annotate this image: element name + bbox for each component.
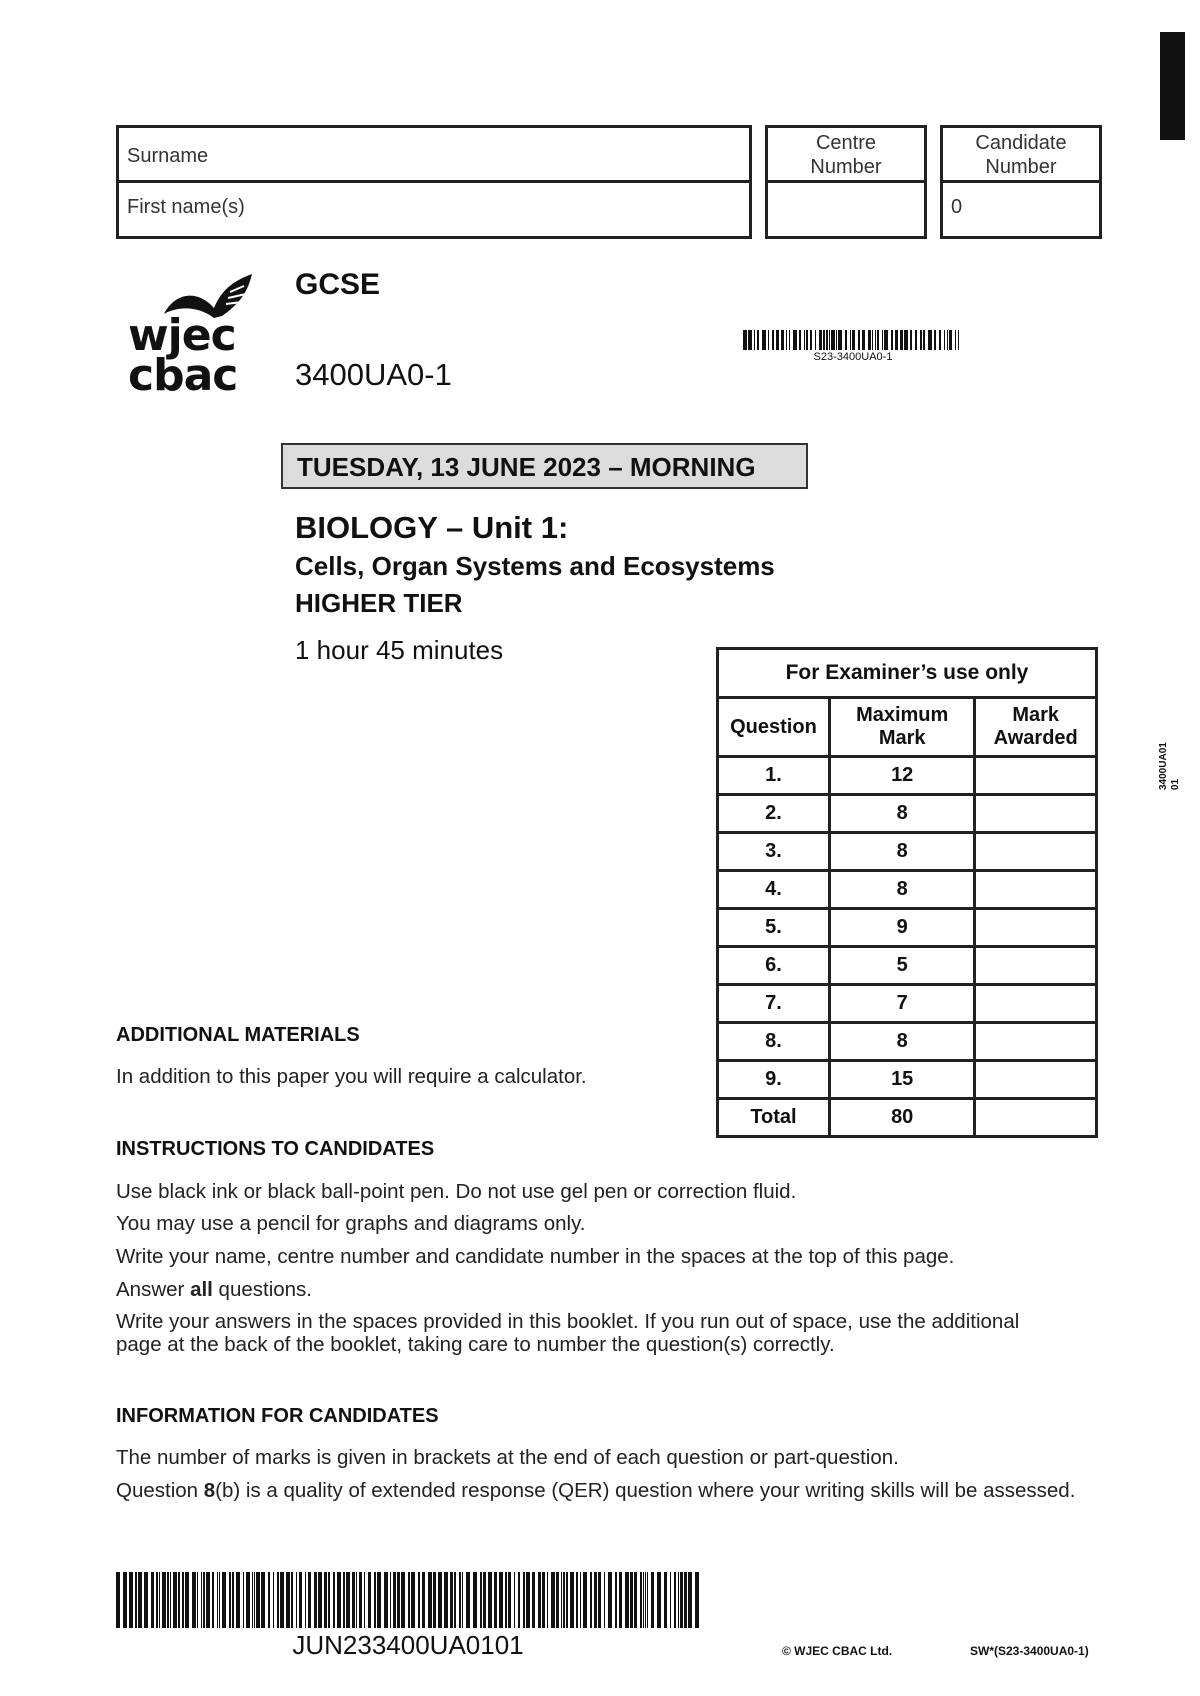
maximum-mark: 8	[829, 795, 975, 833]
side-code-line2: 01	[1170, 778, 1181, 790]
additional-materials-text: In addition to this paper you will require a calculator.	[116, 1065, 587, 1088]
mark-awarded-cell[interactable]	[975, 833, 1097, 871]
instruction-line	[116, 1278, 1076, 1301]
bottom-barcode	[116, 1572, 700, 1628]
table-row	[718, 1023, 1097, 1061]
side-paper-code	[1158, 742, 1182, 790]
information-emphasis: 8	[203, 1479, 216, 1502]
duration: 1 hour 45 minutes	[295, 635, 504, 665]
maximum-mark: 8	[829, 871, 975, 909]
candidate-number-field[interactable]	[943, 183, 1099, 236]
mark-awarded-cell[interactable]	[975, 947, 1097, 985]
side-code-line1: 3400UA01	[1158, 742, 1169, 790]
mark-awarded-cell[interactable]	[975, 871, 1097, 909]
maximum-mark: 5	[829, 947, 975, 985]
maximum-mark: 7	[829, 985, 975, 1023]
total-mark-awarded-cell[interactable]	[975, 1099, 1097, 1137]
header-mark-awarded: Mark Awarded	[975, 698, 1097, 757]
question-number: 5.	[718, 909, 830, 947]
table-row	[718, 909, 1097, 947]
instruction-line: Write your answers in the spaces provided in this booklet. If you run out of space, use the additional page at the back of the booklet, taking care to number the question(s) correctly.	[116, 1310, 1020, 1356]
candidate-name-box	[116, 125, 752, 239]
small-barcode-text: S23-3400UA0-1	[813, 351, 893, 363]
candidate-number-box	[940, 125, 1102, 239]
information-line	[116, 1479, 1076, 1502]
centre-number-field[interactable]	[768, 183, 924, 236]
surname-field[interactable]	[119, 128, 749, 183]
instruction-text: questions.	[212, 1278, 313, 1301]
instruction-text: Answer	[116, 1278, 191, 1301]
corner-marker	[1160, 32, 1185, 140]
document-reference: SW*(S23-3400UA0-1)	[970, 1644, 1089, 1658]
table-row	[718, 947, 1097, 985]
small-barcode	[743, 330, 963, 350]
instruction-line: Write your name, centre number and candidate number in the spaces at the top of this page.	[116, 1245, 955, 1268]
information-text: Question	[116, 1479, 204, 1502]
first-name-field[interactable]	[119, 183, 749, 236]
header-question: Question	[718, 698, 830, 757]
qualification: GCSE	[295, 268, 381, 301]
subject-subtitle: Cells, Organ Systems and Ecosystems	[295, 551, 775, 581]
header-maximum-mark: Maximum Mark	[829, 698, 975, 757]
centre-number-label: Centre Number	[768, 128, 924, 183]
tier: HIGHER TIER	[295, 588, 463, 618]
table-row-total	[718, 1099, 1097, 1137]
instructions-heading: INSTRUCTIONS TO CANDIDATES	[116, 1138, 435, 1160]
information-text: (b) is a quality of extended response (QER) question where your writing skills will be assessed.	[215, 1479, 1076, 1502]
question-number: 6.	[718, 947, 830, 985]
copyright: © WJEC CBAC Ltd.	[782, 1644, 893, 1658]
maximum-mark: 9	[829, 909, 975, 947]
mark-awarded-cell[interactable]	[975, 1023, 1097, 1061]
bottom-barcode-text: JUN233400UA0101	[292, 1630, 524, 1660]
mark-awarded-cell[interactable]	[975, 757, 1097, 795]
information-heading: INFORMATION FOR CANDIDATES	[116, 1405, 439, 1427]
instruction-emphasis: all	[190, 1278, 213, 1301]
instruction-line: Use black ink or black ball-point pen. Do not use gel pen or correction fluid.	[116, 1180, 797, 1203]
first-name-label: First name(s)	[127, 196, 245, 218]
instruction-line: You may use a pencil for graphs and diagrams only.	[116, 1212, 586, 1235]
question-number: 3.	[718, 833, 830, 871]
question-number: 1.	[718, 757, 830, 795]
total-maximum-mark: 80	[829, 1099, 975, 1137]
wjec-cbac-logo	[128, 272, 248, 402]
mark-awarded-cell[interactable]	[975, 909, 1097, 947]
centre-number-box	[765, 125, 927, 239]
candidate-number-label: Candidate Number	[943, 128, 1099, 183]
additional-materials-heading: ADDITIONAL MATERIALS	[116, 1024, 360, 1046]
surname-label: Surname	[127, 145, 209, 167]
table-row	[718, 795, 1097, 833]
subject-title: BIOLOGY – Unit 1:	[295, 510, 569, 545]
maximum-mark: 8	[829, 833, 975, 871]
paper-code: 3400UA0-1	[295, 357, 452, 392]
table-row	[718, 985, 1097, 1023]
question-number: 2.	[718, 795, 830, 833]
candidate-number-value: 0	[951, 196, 963, 218]
logo-cbac-text: cbac	[128, 350, 238, 401]
table-row	[718, 871, 1097, 909]
logo-wjec-text: wjec	[128, 310, 236, 361]
table-row	[718, 757, 1097, 795]
question-number: 8.	[718, 1023, 830, 1061]
total-label: Total	[718, 1099, 830, 1137]
examiner-table-caption: For Examiner’s use only	[718, 649, 1097, 698]
maximum-mark: 12	[829, 757, 975, 795]
information-line: The number of marks is given in brackets at the end of each question or part-question.	[116, 1446, 899, 1469]
exam-date: TUESDAY, 13 JUNE 2023 – MORNING	[281, 443, 808, 489]
table-row	[718, 833, 1097, 871]
maximum-mark: 8	[829, 1023, 975, 1061]
question-number: 9.	[718, 1061, 830, 1099]
mark-awarded-cell[interactable]	[975, 795, 1097, 833]
maximum-mark: 15	[829, 1061, 975, 1099]
question-number: 4.	[718, 871, 830, 909]
mark-awarded-cell[interactable]	[975, 985, 1097, 1023]
question-number: 7.	[718, 985, 830, 1023]
